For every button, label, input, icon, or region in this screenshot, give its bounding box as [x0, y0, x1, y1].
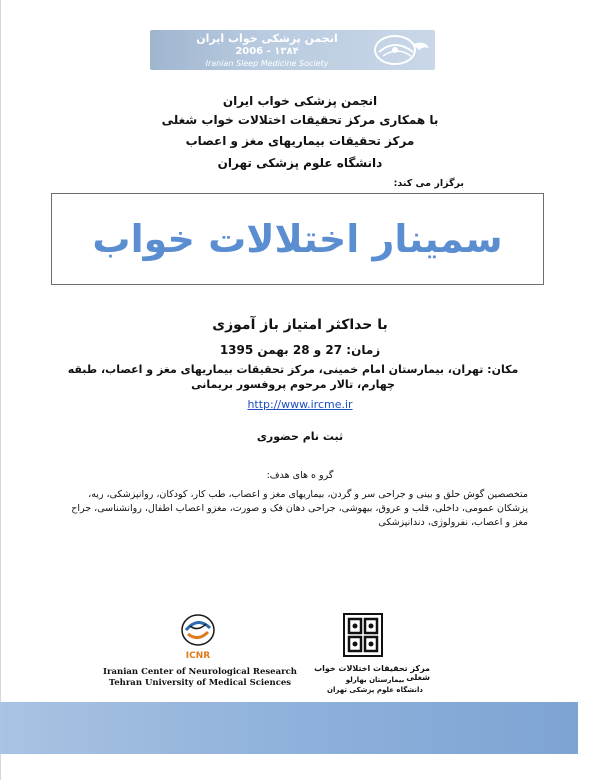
- sleep-center-university: دانشگاه علوم پزشکی تهران: [326, 686, 424, 694]
- hosts-label: برگزار می کند:: [393, 178, 464, 189]
- icnr-name-en: Iranian Center of Neurological Research: [103, 667, 297, 677]
- organizer-line-3: مرکز تحقیقات بیماریهای مغز و اعصاب: [185, 134, 415, 148]
- website-link[interactable]: http://www.ircme.ir: [247, 398, 353, 411]
- seminar-title: سمینار اختلالات خواب: [92, 217, 503, 261]
- organizer-line-2: با همکاری مرکز تحقیقات اختلالات خواب شغلی: [161, 113, 439, 127]
- society-banner: [150, 30, 435, 70]
- banner-title-en: Iranian Sleep Medicine Society: [205, 59, 329, 68]
- credit-line: با حداکثر امتیاز باز آموزی: [212, 317, 388, 333]
- banner-title-fa: انجمن پزشکی خواب ایران: [196, 32, 338, 45]
- organizer-line-4: دانشگاه علوم پزشکی تهران: [217, 156, 383, 170]
- organizer-line-1: انجمن پزشکی خواب ایران: [222, 94, 378, 108]
- event-date: زمان: 27 و 28 بهمن 1395: [219, 343, 381, 357]
- banner-text: [156, 32, 378, 69]
- icnr-logo-text: ICNR: [185, 651, 211, 661]
- icnr-university-en: Tehran University of Medical Sciences: [108, 678, 292, 688]
- footer-band: [0, 702, 578, 754]
- banner-years: 2006 - ۱۳۸۴: [235, 46, 299, 57]
- title-box: [51, 193, 544, 285]
- target-groups-heading: گرو ه های هدف:: [266, 470, 334, 481]
- sleep-center-hospital: بیمارستان بهارلو: [345, 676, 405, 684]
- sleep-center-logo-icon: [343, 613, 383, 657]
- icnr-logo-icon: [170, 612, 226, 662]
- sleep-center-name: مرکز تحقیقات اختلالات خواب شغلی: [314, 664, 430, 682]
- sleep-society-logo-icon: [373, 32, 431, 68]
- registration-note: ثبت نام حضوری: [256, 430, 344, 443]
- event-venue: مکان: تهران، بیمارستان امام خمینی، مرکز تحقیقات بیماریهای مغز و اعصاب، طبقه چهارم، تالار مرحوم پروفسور بریمانی: [67, 363, 519, 391]
- target-groups-list: متخصصین گوش حلق و بینی و جراحی سر و گردن، بیماریهای مغز و اعصاب، طب کار، کودکان، روانپزشکی، ریه، پزشکان عمومی، داخلی، قلب و عروق، بیهوشی، جراحی دهان فک و صورت، مغزو اعصاب اطفال، روانشناسی، جراح مغز و اعصاب، نفرولوژی، دندانپزشکی: [71, 489, 528, 528]
